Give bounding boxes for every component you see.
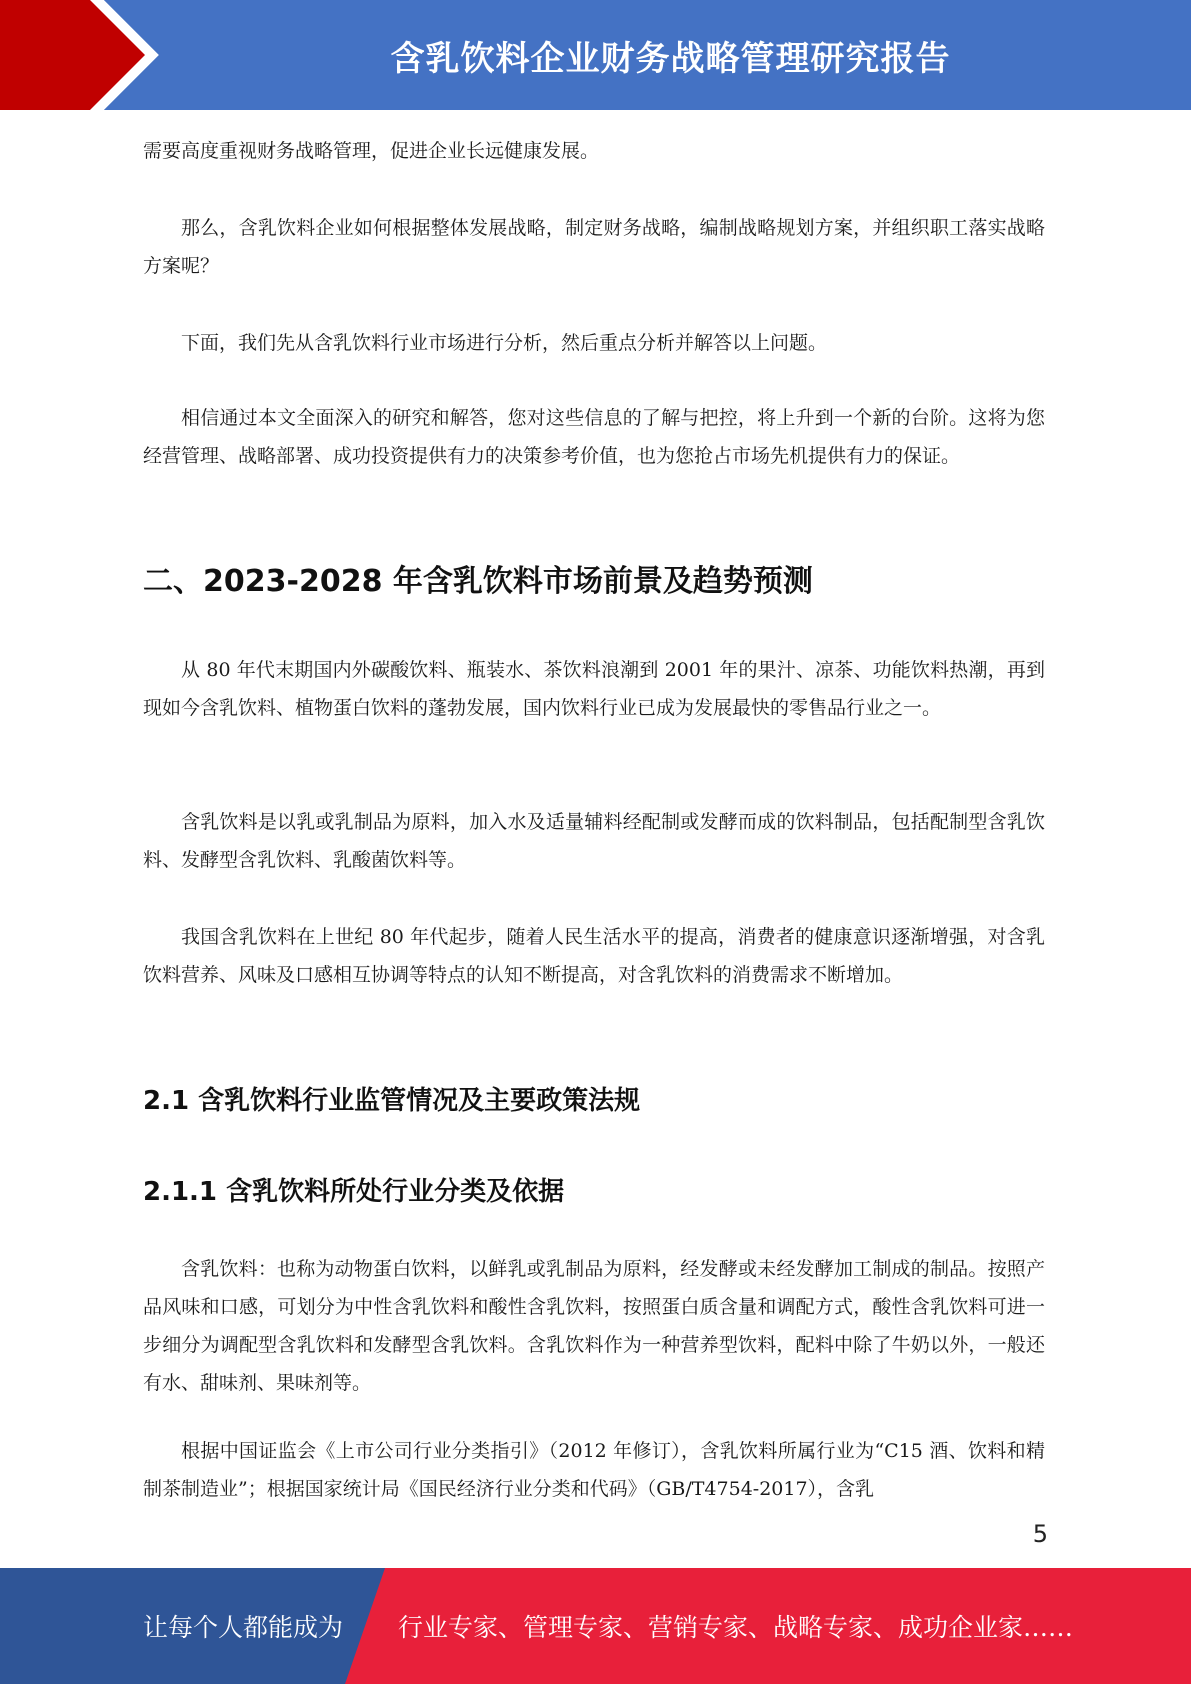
subsubsection-heading: 2.1.1 含乳饮料所处行业分类及依据 bbox=[143, 1177, 565, 1207]
paragraph: 相信通过本文全面深入的研究和解答，您对这些信息的了解与把控，将上升到一个新的台阶。这将为您经营管理、战略部署、成功投资提供有力的决策参考价值，也为您抢占市场先机提供有力的保证。 bbox=[143, 407, 1045, 467]
report-title: 含乳饮料企业财务战略管理研究报告 bbox=[390, 38, 951, 79]
paragraph: 我国含乳饮料在上世纪 80 年代起步，随着人民生活水平的提高，消费者的健康意识逐渐增强，对含乳饮料营养、风味及口感相互协调等特点的认知不断提高，对含乳饮料的消费需求不断增加。 bbox=[143, 926, 1045, 986]
subsection-heading: 2.1 含乳饮料行业监管情况及主要政策法规 bbox=[143, 1086, 641, 1116]
footer-slogan-left: 让每个人都能成为 bbox=[143, 1613, 344, 1642]
footer-slogan-right: 行业专家、管理专家、营销专家、战略专家、成功企业家…… bbox=[398, 1613, 1074, 1642]
paragraph: 从 80 年代末期国内外碳酸饮料、瓶装水、茶饮料浪潮到 2001 年的果汁、凉茶、功能饮料热潮，再到现如今含乳饮料、植物蛋白饮料的蓬勃发展，国内饮料行业已成为发展最快的零售品行业之一。 bbox=[143, 659, 1045, 719]
paragraph: 那么，含乳饮料企业如何根据整体发展战略，制定财务战略，编制战略规划方案，并组织职工落实战略方案呢？ bbox=[143, 217, 1045, 277]
paragraph: 根据中国证监会《上市公司行业分类指引》（2012 年修订），含乳饮料所属行业为“C15 酒、饮料和精制茶制造业”；根据国家统计局《国民经济行业分类和代码》（GB/T4754-2017），含乳 bbox=[143, 1440, 1045, 1500]
paragraph: 含乳饮料：也称为动物蛋白饮料，以鲜乳或乳制品为原料，经发酵或未经发酵加工制成的制品。按照产品风味和口感，可划分为中性含乳饮料和酸性含乳饮料，按照蛋白质含量和调配方式，酸性含乳饮料可进一步细分为调配型含乳饮料和发酵型含乳饮料。含乳饮料作为一种营养型饮料，配料中除了牛奶以外，一般还有水、甜味剂、果味剂等。 bbox=[143, 1258, 1045, 1394]
page-header bbox=[0, 0, 1191, 110]
paragraph: 需要高度重视财务战略管理，促进企业长远健康发展。 bbox=[143, 140, 600, 162]
page-number: 5 bbox=[1032, 1520, 1048, 1548]
page-footer bbox=[0, 1568, 1191, 1684]
paragraph: 含乳饮料是以乳或乳制品为原料，加入水及适量辅料经配制或发酵而成的饮料制品，包括配制型含乳饮料、发酵型含乳饮料、乳酸菌饮料等。 bbox=[143, 811, 1045, 871]
section-heading: 二、2023-2028 年含乳饮料市场前景及趋势预测 bbox=[143, 564, 813, 599]
paragraph: 下面，我们先从含乳饮料行业市场进行分析，然后重点分析并解答以上问题。 bbox=[181, 332, 828, 354]
